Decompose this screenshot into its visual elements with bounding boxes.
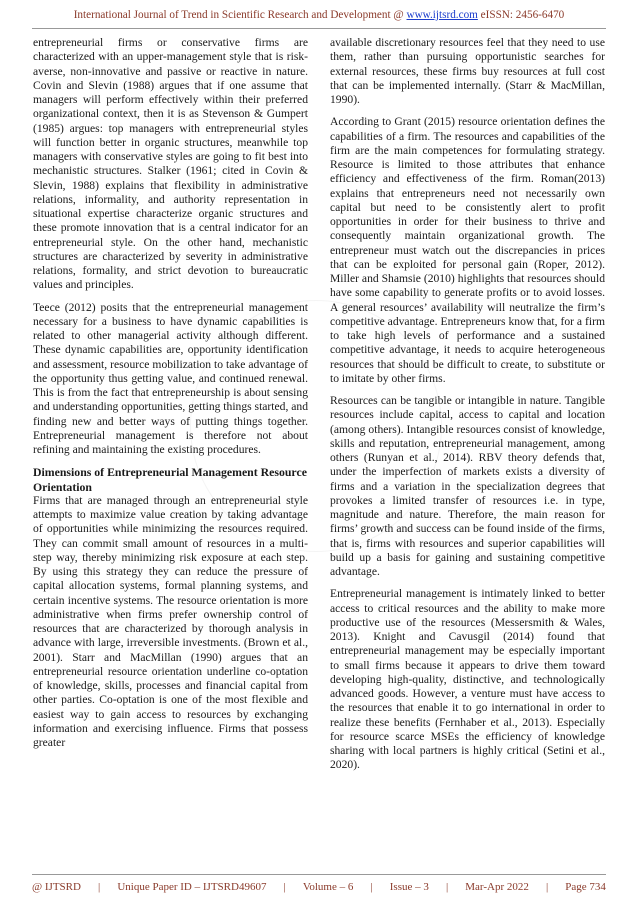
footer-divider xyxy=(32,874,606,875)
footer-page-number: Page 734 xyxy=(565,881,606,893)
footer-date: Mar-Apr 2022 xyxy=(465,881,529,893)
journal-name: International Journal of Trend in Scientific Research and Development @ xyxy=(73,9,404,21)
page-footer xyxy=(32,874,606,893)
page-header xyxy=(0,9,638,21)
paragraph: Resources can be tangible or intangible in nature. Tangible resources include capital, access to capital and location (among others). Intangible resources consist of knowledge, skills and reputation, entrepreneurial management, among others (Runyan et al., 2014). RBV theory defends that, under the imperfection of markets exists a diversity of firms and a variation in the specialization degrees that provokes a limited transfer of resources i.e. in type, magnitude and nature. Therefore, the main reason for firms’ growth and success can be found inside of the firms, that is, firms with resources and superior capabilities will build up a basis for gaining and sustaining competitive advantage. xyxy=(330,394,605,578)
footer-journal-code: @ IJTSRD xyxy=(32,881,81,893)
paragraph: available discretionary resources feel that they need to use them, rather than pursuing opportunistic searches for external resources, these firms buy resources at full cost that can be implemented internally. (Starr & MacMillan, 1990). xyxy=(330,36,605,106)
left-column xyxy=(33,36,308,750)
right-column xyxy=(330,36,605,773)
footer-separator: | xyxy=(546,881,549,893)
paragraph: Teece (2012) posits that the entrepreneurial management necessary for a business to have dynamic capabilities is related to other managerial activity although different. These dynamic capabilities are, opportunity identification and assessment, resource mobilization to take advantage of the opportunity thus getting value, and continued renewal. This is from the fact that entrepreneurship is about sensing and understanding opportunities, getting things started, and finding new and better ways of putting things together. Entrepreneurial management is therefore not about refining and maintaining the existing procedures. xyxy=(33,300,308,456)
footer-volume: Volume – 6 xyxy=(302,881,354,893)
paragraph: Entrepreneurial management is intimately linked to better access to critical resources and the ability to make more productive use of the resources (Messersmith & Wales, 2013). Knight and Cavusgil (2014) found that entrepreneurial management may be especially important to small firms because it appears to drive them toward developing high-quality, distinctive, and technologically advanced goods. However, a venture must have access to the resources that enable it to go international in order to realize these benefits (Fernhaber et al., 2013). Especially for resource scarce MSEs the efficiency of knowledge sharing with local partners is highly critical (Setini et al., 2020). xyxy=(330,587,605,772)
footer-paper-id: Unique Paper ID – IJTSRD49607 xyxy=(117,881,267,893)
footer-issue: Issue – 3 xyxy=(389,881,429,893)
paragraph: According to Grant (2015) resource orientation defines the capabilities of a firm. The resources and capabilities of the firm are the main competences for formulating strategy. Resource is limited to those attributes that enhance efficiency and effectiveness of the firm. Roman(2013) explains that entrepreneurs need not necessarily own capital but need to be consistently alert to profit opportunities in order for their business to thrive and consequently maintain organizational growth. The entrepreneur must watch out the discrepancies in prices that can be exploited for personal gain (Roper, 2012). Miller and Shamsie (2010) highlights that resources should have some capability to generate profits or to avoid losses. A general resources’ availability will neutralize the firm’s competitive advantage. Entrepreneurs know that, for a firm to take high levels of performance and a sustained competitive advantage, it needs to acquire heterogeneous resources that should be difficult to create, to substitute or to imitate by other firms. xyxy=(330,115,605,385)
paragraph: Firms that are managed through an entrepreneurial style attempts to maximize value creation by taking advantage of opportunities while minimizing the resources required. They can commit small amount of resources in a multi-step way, thereby minimizing risk exposure at each step. By using this strategy they can reduce the pressure of capital allocation systems, formal planning systems, and certain incentive systems. The resource orientation is more administrative when firms prefer ownership control of resources that are characterized by thorough analysis in advance with large, irreversible investments. (Brown et al., 2001). Starr and MacMillan (1990) argues that an entrepreneurial resource orientation underline co-optation of knowledge, skills, processes and financial capital from other parties. Co-optation is one of the most flexible and easiest way to gain access to resources by exchanging information and exercising influence. Firms that possess greater xyxy=(33,493,308,749)
issn: eISSN: 2456-6470 xyxy=(480,9,565,21)
footer-separator: | xyxy=(370,881,373,893)
section-heading: Dimensions of Entrepreneurial Management Resource Orientation xyxy=(33,465,307,494)
header-divider xyxy=(32,28,606,29)
footer-separator: | xyxy=(283,881,286,893)
journal-url-link[interactable]: www.ijtsrd.com xyxy=(406,9,478,21)
paragraph: entrepreneurial firms or conservative firms are characterized with an upper-management style that is risk-averse, non-innovative and passive or reactive in nature. Covin and Slevin (1988) argues that if one assume that managers will perform effectively within their preferred organizational context, then it is as Stevenson & Gumpert (1985) argues: top managers with entrepreneurial styles will function better in organic structures, meanwhile top managers with conservative styles are going to fit best into mechanistic structures. Stalker (1961; cited in Covin & Slevin, 1988) explains that flexibility in administrative relations, informality, and authority representation in situational expertise characterize organic structures and these promote innovation that is a central indicator for an entrepreneurial style. On the other hand, mechanistic structures are characterized by severity in administrative relations, formality, and strict devotion to bureaucratic values and principles. xyxy=(33,36,308,292)
footer-separator: | xyxy=(98,881,101,893)
footer-separator: | xyxy=(445,881,449,893)
